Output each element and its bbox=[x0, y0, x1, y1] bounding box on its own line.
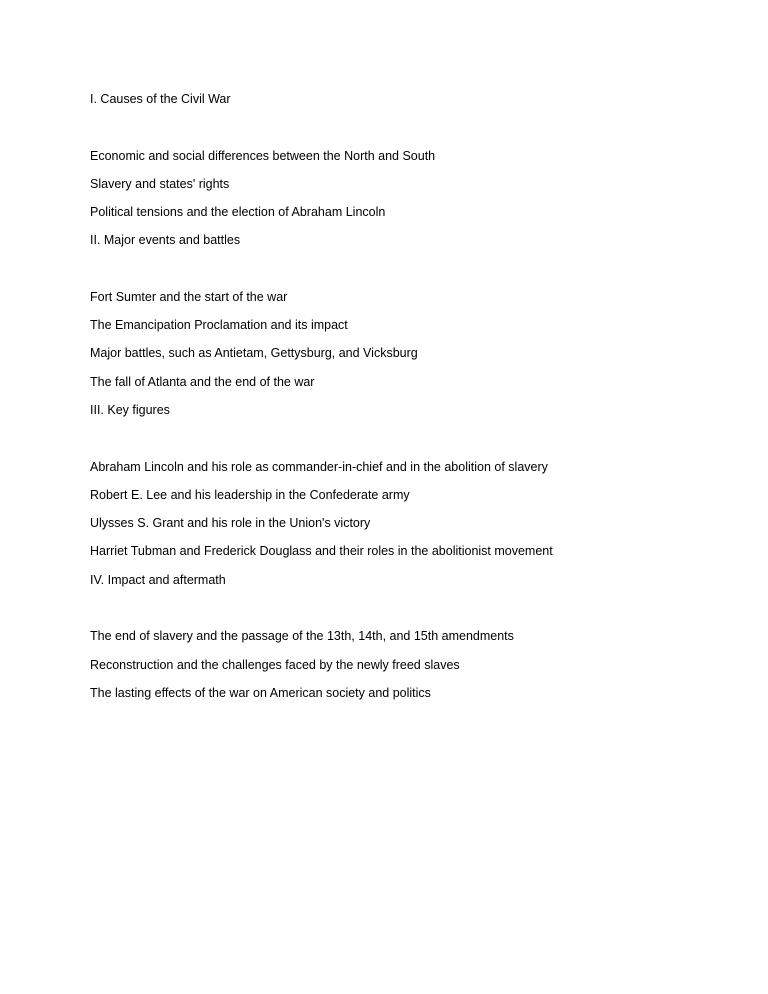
list-item: Robert E. Lee and his leadership in the Confederate army bbox=[90, 487, 410, 502]
list-item: Ulysses S. Grant and his role in the Union's victory bbox=[90, 516, 371, 531]
outline-body bbox=[90, 91, 730, 713]
list-item: The lasting effects of the war on American society and politics bbox=[90, 685, 431, 700]
section-heading: I. Causes of the Civil War bbox=[90, 92, 231, 106]
list-item: Political tensions and the election of Abraham Lincoln bbox=[90, 205, 386, 220]
list-item: Abraham Lincoln and his role as commander-in-chief and in the abolition of slavery bbox=[90, 459, 548, 474]
list-item: The fall of Atlanta and the end of the war bbox=[90, 374, 315, 389]
section-heading: II. Major events and battles bbox=[90, 233, 241, 248]
list-item: Slavery and states' rights bbox=[90, 176, 230, 191]
section-heading: IV. Impact and aftermath bbox=[90, 572, 226, 587]
list-item: Economic and social differences between the North and South bbox=[90, 148, 436, 163]
list-item: Major battles, such as Antietam, Gettysburg, and Vicksburg bbox=[90, 346, 418, 361]
list-item: The Emancipation Proclamation and its impact bbox=[90, 318, 348, 333]
list-item: Fort Sumter and the start of the war bbox=[90, 289, 288, 304]
section-heading: III. Key figures bbox=[90, 403, 170, 418]
list-item: The end of slavery and the passage of the 13th, 14th, and 15th amendments bbox=[90, 629, 514, 644]
list-item: Reconstruction and the challenges faced by the newly freed slaves bbox=[90, 657, 460, 672]
list-item: Harriet Tubman and Frederick Douglass and their roles in the abolitionist movement bbox=[90, 544, 553, 559]
